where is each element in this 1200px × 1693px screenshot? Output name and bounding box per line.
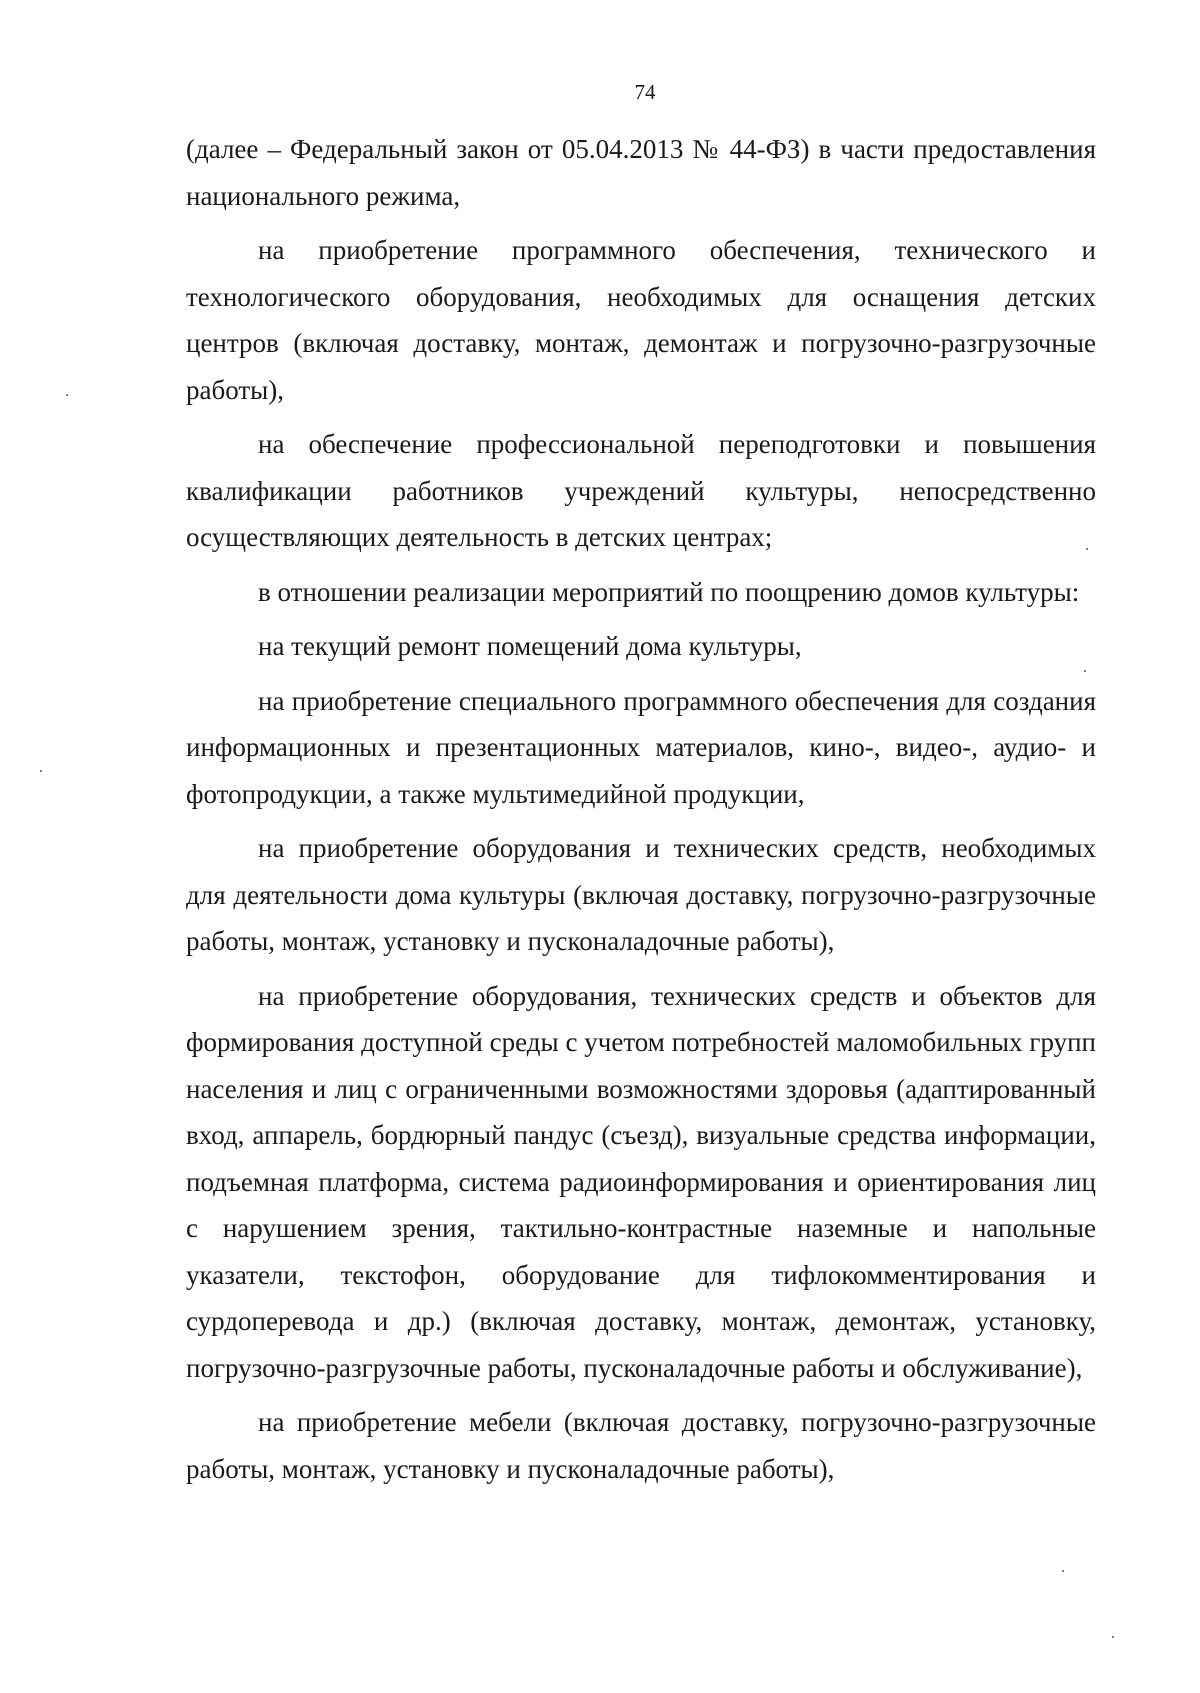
paragraph-3: на обеспечение профессиональной переподготовки и повышения квалификации работников учреждений культуры, непосредственно осуществляющих деятельность в детских центрах; [186, 429, 1096, 552]
paragraph-2: на приобретение программного обеспечения, технического и технологического оборудования, необходимых для оснащения детских центров (включая доставку, монтаж, демонтаж и погрузочно-разгрузочные работы), [186, 235, 1096, 405]
scan-speck [1086, 548, 1088, 550]
paragraph-5: на текущий ремонт помещений дома культуры, [258, 631, 802, 661]
scan-speck [66, 394, 68, 396]
paragraph-7: на приобретение оборудования и технических средств, необходимых для деятельности дома культуры (включая доставку, погрузочно-разгрузочные работы, монтаж, установку и пусконаладочные работы), [186, 833, 1096, 956]
scan-speck [1062, 1570, 1064, 1572]
paragraph-8: на приобретение оборудования, технических средств и объектов для формирования доступной среды с учетом потребностей маломобильных групп населения и лиц с ограниченными возможностями здоровья (адаптированный вход, аппарель, бордюрный пандус (съезд), визуальные средства информации, подъемная платформа, система радиоинформирования и ориентирования лиц с нарушением зрения, тактильно-контрастные наземные и напольные указатели, текстофон, оборудование для тифлокомментирования и сурдоперевода и др.) (включая доставку, монтаж, демонтаж, установку, погрузочно-разгрузочные работы, пусконаладочные работы и обслуживание), [186, 980, 1096, 1383]
scan-speck [1084, 670, 1086, 672]
paragraph-6: на приобретение специального программного обеспечения для создания информационных и презентационных материалов, кино-, видео-, аудио- и фотопродукции, а также мультимедийной продукции, [186, 685, 1096, 809]
paragraph-9: на приобретение мебели (включая доставку, погрузочно-разгрузочные работы, монтаж, установку и пусконаладочные работы), [186, 1407, 1096, 1484]
scan-speck [1112, 1636, 1114, 1638]
page-number: 74 [634, 80, 656, 104]
paragraph-1: (далее – Федеральный закон от 05.04.2013 № 44-ФЗ) в части предоставления национального режима, [186, 134, 1096, 211]
document-body [186, 126, 1096, 1500]
paragraph-4: в отношении реализации мероприятий по поощрению домов культуры: [258, 576, 1080, 607]
scan-speck [40, 770, 42, 772]
